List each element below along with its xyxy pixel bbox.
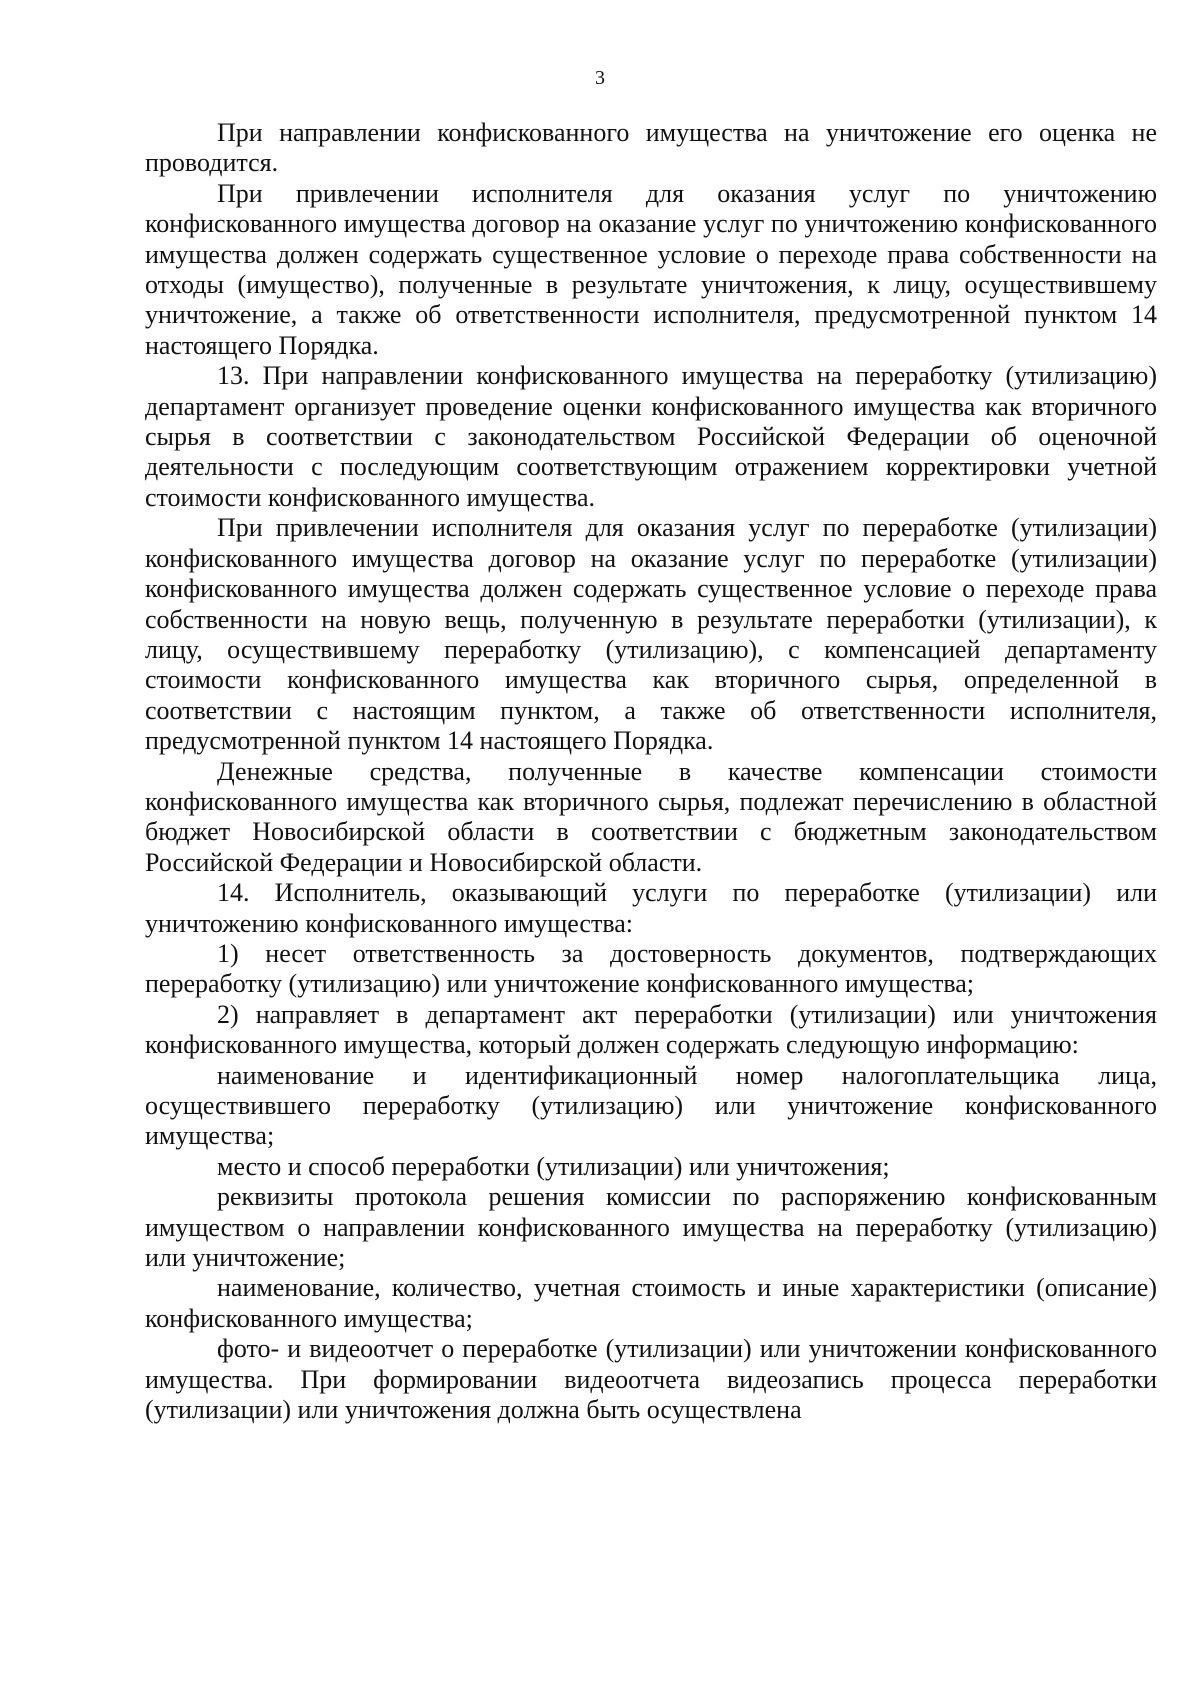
paragraph: 1) несет ответственность за достоверность документов, подтверждающих переработку (утилизацию) или уничтожение конфискованного имущества; bbox=[145, 938, 1157, 999]
paragraph: При привлечении исполнителя для оказания услуг по переработке (утилизации) конфискованного имущества договор на оказание услуг по переработке (утилизации) конфискованного имущества должен содержать существенное условие о переходе права собственности на новую вещь, полученную в результате переработки (утилизации), к лицу, осуществившему переработку (утилизацию), с компенсацией департаменту стоимости конфискованного имущества как вторичного сырья, определенной в соответствии с настоящим пунктом, а также об ответственности исполнителя, предусмотренной пунктом 14 настоящего Порядка. bbox=[145, 513, 1157, 756]
paragraph: реквизиты протокола решения комиссии по распоряжению конфискованным имуществом о направлении конфискованного имущества на переработку (утилизацию) или уничтожение; bbox=[145, 1182, 1157, 1273]
paragraph: 14. Исполнитель, оказывающий услуги по переработке (утилизации) или уничтожению конфискованного имущества: bbox=[145, 878, 1157, 938]
paragraph: При привлечении исполнителя для оказания услуг по уничтожению конфискованного имущества договор на оказание услуг по уничтожению конфискованного имущества должен содержать существенное условие о переходе права собственности на отходы (имущество), полученные в результате уничтожения, к лицу, осуществившему уничтожение, а также об ответственности исполнителя, предусмотренной пунктом 14 настоящего Порядка. bbox=[145, 178, 1157, 360]
paragraph: фото- и видеоотчет о переработке (утилизации) или уничтожении конфискованного имущества. При формировании видеоотчета видеозапись процесса переработки (утилизации) или уничтожения должна быть осуществлена bbox=[145, 1334, 1157, 1425]
page-number: 3 bbox=[595, 67, 605, 89]
paragraph: Денежные средства, полученные в качестве компенсации стоимости конфискованного имущества как вторичного сырья, подлежат перечислению в областной бюджет Новосибирской области в соответствии с бюджетным законодательством Российской Федерации и Новосибирской области. bbox=[145, 756, 1157, 877]
paragraph: наименование, количество, учетная стоимость и иные характеристики (описание) конфискованного имущества; bbox=[145, 1273, 1157, 1333]
paragraph: При направлении конфискованного имущества на уничтожение его оценка не проводится. bbox=[145, 118, 1157, 178]
paragraph: 2) направляет в департамент акт переработки (утилизации) или уничтожения конфискованного имущества, который должен содержать следующую информацию: bbox=[145, 999, 1157, 1060]
document-body bbox=[145, 118, 1157, 1425]
paragraph: наименование и идентификационный номер налогоплательщика лица, осуществившего переработку (утилизацию) или уничтожение конфискованного имущества; bbox=[145, 1060, 1157, 1151]
paragraph: место и способ переработки (утилизации) или уничтожения; bbox=[217, 1151, 890, 1181]
paragraph: 13. При направлении конфискованного имущества на переработку (утилизацию) департамент организует проведение оценки конфискованного имущества как вторичного сырья в соответствии с законодательством Российской Федерации об оценочной деятельности с последующим соответствующим отражением корректировки учетной стоимости конфискованного имущества. bbox=[145, 361, 1157, 512]
